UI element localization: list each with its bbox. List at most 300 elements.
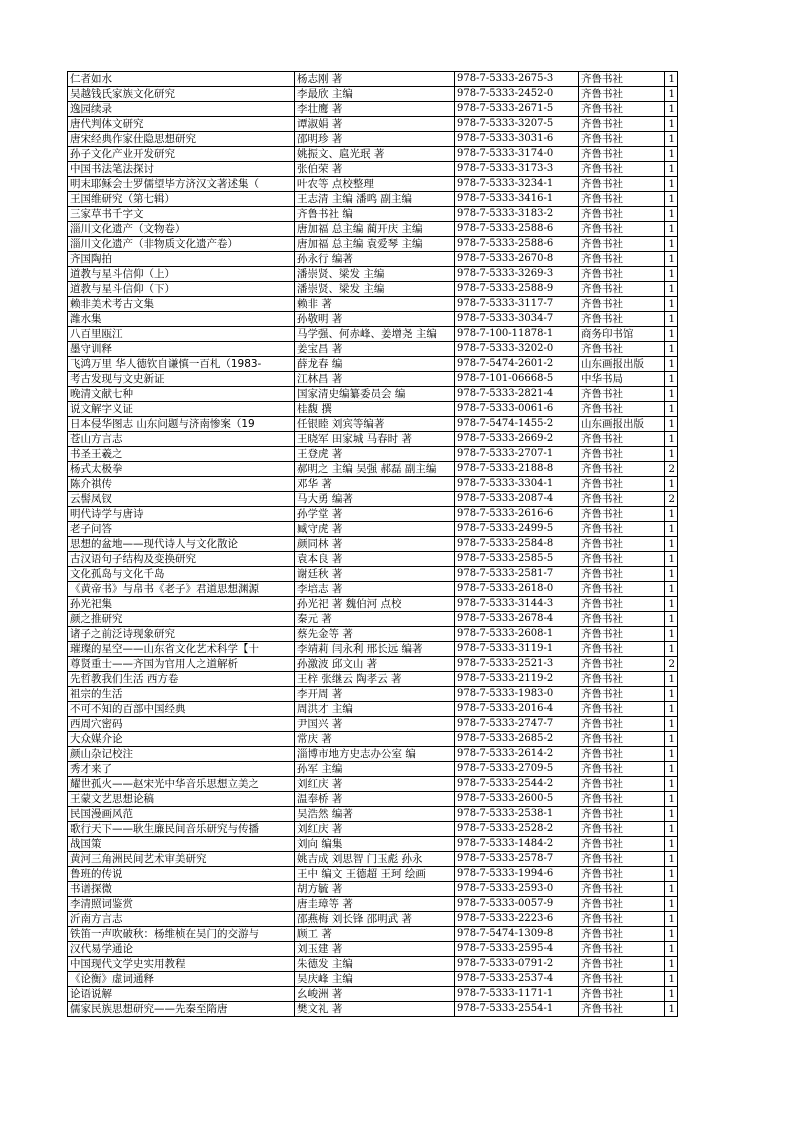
author-cell: 常庆 著 — [295, 732, 455, 747]
publisher-cell: 齐鲁书社 — [579, 192, 665, 207]
quantity-cell: 1 — [665, 792, 678, 807]
author-cell: 谢廷秋 著 — [295, 567, 455, 582]
book-title-cell: 耀世孤火——赵宋光中华音乐思想立美之 — [68, 777, 295, 792]
book-list-body — [68, 72, 678, 1017]
author-cell: 潘崇贤、梁发 主编 — [295, 267, 455, 282]
publisher-cell: 齐鲁书社 — [579, 942, 665, 957]
quantity-cell: 1 — [665, 162, 678, 177]
author-cell: 赖非 著 — [295, 297, 455, 312]
quantity-cell: 1 — [665, 837, 678, 852]
publisher-cell: 齐鲁书社 — [579, 567, 665, 582]
author-cell: 姚吉成 刘思智 门玉彪 孙永 — [295, 852, 455, 867]
quantity-cell: 1 — [665, 87, 678, 102]
table-row — [68, 582, 678, 597]
isbn-cell: 978-7-5333-3207-5 — [455, 117, 579, 132]
author-cell: 刘红庆 著 — [295, 822, 455, 837]
quantity-cell: 1 — [665, 372, 678, 387]
table-row — [68, 102, 678, 117]
table-row — [68, 387, 678, 402]
author-cell: 孙激波 邱文山 著 — [295, 657, 455, 672]
table-row — [68, 402, 678, 417]
quantity-cell: 1 — [665, 147, 678, 162]
quantity-cell: 1 — [665, 852, 678, 867]
isbn-cell: 978-7-5333-2675-3 — [455, 72, 579, 87]
book-title-cell: 文化孤岛与文化千岛 — [68, 567, 295, 582]
quantity-cell: 2 — [665, 657, 678, 672]
publisher-cell: 齐鲁书社 — [579, 222, 665, 237]
publisher-cell: 齐鲁书社 — [579, 297, 665, 312]
table-row — [68, 822, 678, 837]
quantity-cell: 1 — [665, 222, 678, 237]
table-row — [68, 732, 678, 747]
table-row — [68, 957, 678, 972]
table-row — [68, 777, 678, 792]
quantity-cell: 1 — [665, 357, 678, 372]
publisher-cell: 齐鲁书社 — [579, 882, 665, 897]
table-row — [68, 687, 678, 702]
author-cell: 孙敬明 著 — [295, 312, 455, 327]
table-row — [68, 522, 678, 537]
quantity-cell: 1 — [665, 522, 678, 537]
table-row — [68, 462, 678, 477]
table-row — [68, 552, 678, 567]
isbn-cell: 978-7-5333-2537-4 — [455, 972, 579, 987]
book-title-cell: 仁者如水 — [68, 72, 295, 87]
isbn-cell: 978-7-5333-2588-6 — [455, 237, 579, 252]
isbn-cell: 978-7-5333-3183-2 — [455, 207, 579, 222]
table-row — [68, 297, 678, 312]
publisher-cell: 齐鲁书社 — [579, 672, 665, 687]
book-title-cell: 颜山杂记校注 — [68, 747, 295, 762]
isbn-cell: 978-7-5333-2614-2 — [455, 747, 579, 762]
publisher-cell: 齐鲁书社 — [579, 717, 665, 732]
isbn-cell: 978-7-5333-3173-3 — [455, 162, 579, 177]
quantity-cell: 1 — [665, 687, 678, 702]
quantity-cell: 1 — [665, 867, 678, 882]
book-title-cell: 先哲教我们生活 西方卷 — [68, 672, 295, 687]
book-title-cell: 鲁班的传说 — [68, 867, 295, 882]
author-cell: 孙光祀 著 魏伯河 点校 — [295, 597, 455, 612]
book-title-cell: 书圣王羲之 — [68, 447, 295, 462]
publisher-cell: 齐鲁书社 — [579, 987, 665, 1002]
book-title-cell: 铁笛一声吹破秋：杨维桢在吴门的交游与 — [68, 927, 295, 942]
book-title-cell: 日本侵华图志 山东问题与济南惨案（19 — [68, 417, 295, 432]
book-title-cell: 歌行天下——耿生廉民间音乐研究与传播 — [68, 822, 295, 837]
publisher-cell: 齐鲁书社 — [579, 822, 665, 837]
quantity-cell: 1 — [665, 732, 678, 747]
isbn-cell: 978-7-5333-2528-2 — [455, 822, 579, 837]
quantity-cell: 1 — [665, 927, 678, 942]
book-title-cell: 赖非美术考古文集 — [68, 297, 295, 312]
isbn-cell: 978-7-5333-2581-7 — [455, 567, 579, 582]
isbn-cell: 978-7-5333-2584-8 — [455, 537, 579, 552]
book-title-cell: 陈介祺传 — [68, 477, 295, 492]
quantity-cell: 1 — [665, 267, 678, 282]
quantity-cell: 1 — [665, 987, 678, 1002]
book-list-table — [67, 71, 678, 1017]
book-title-cell: 王国维研究（第七辑） — [68, 192, 295, 207]
author-cell: 顾工 著 — [295, 927, 455, 942]
table-row — [68, 267, 678, 282]
publisher-cell: 齐鲁书社 — [579, 507, 665, 522]
isbn-cell: 978-7-5333-3117-7 — [455, 297, 579, 312]
publisher-cell: 齐鲁书社 — [579, 102, 665, 117]
publisher-cell: 齐鲁书社 — [579, 897, 665, 912]
isbn-cell: 978-7-5333-3119-1 — [455, 642, 579, 657]
author-cell: 马学强、何赤峰、姜增尧 主编 — [295, 327, 455, 342]
quantity-cell: 1 — [665, 252, 678, 267]
author-cell: 刘红庆 著 — [295, 777, 455, 792]
table-row — [68, 837, 678, 852]
author-cell: 蔡先金等 著 — [295, 627, 455, 642]
author-cell: 邵燕梅 刘长锋 邵明武 著 — [295, 912, 455, 927]
isbn-cell: 978-7-5333-3144-3 — [455, 597, 579, 612]
author-cell: 吴浩然 编著 — [295, 807, 455, 822]
author-cell: 臧守虎 著 — [295, 522, 455, 537]
table-row — [68, 282, 678, 297]
author-cell: 任银睦 刘宾等编著 — [295, 417, 455, 432]
isbn-cell: 978-7-5333-2087-4 — [455, 492, 579, 507]
author-cell: 李开周 著 — [295, 687, 455, 702]
author-cell: 樊文礼 著 — [295, 1002, 455, 1017]
quantity-cell: 1 — [665, 552, 678, 567]
publisher-cell: 齐鲁书社 — [579, 72, 665, 87]
quantity-cell: 1 — [665, 507, 678, 522]
quantity-cell: 1 — [665, 912, 678, 927]
book-title-cell: 李清照词鉴赏 — [68, 897, 295, 912]
quantity-cell: 2 — [665, 492, 678, 507]
author-cell: 姜宝昌 著 — [295, 342, 455, 357]
book-title-cell: 书谱探微 — [68, 882, 295, 897]
book-title-cell: 淄川文化遗产（文物卷） — [68, 222, 295, 237]
table-row — [68, 897, 678, 912]
isbn-cell: 978-7-5333-2554-1 — [455, 1002, 579, 1017]
author-cell: 王志清 主编 潘鸣 副主编 — [295, 192, 455, 207]
publisher-cell: 齐鲁书社 — [579, 552, 665, 567]
table-row — [68, 882, 678, 897]
quantity-cell: 1 — [665, 237, 678, 252]
book-title-cell: 晚清文献七种 — [68, 387, 295, 402]
isbn-cell: 978-7-5333-2671-5 — [455, 102, 579, 117]
quantity-cell: 1 — [665, 537, 678, 552]
book-title-cell: 唐代判体文研究 — [68, 117, 295, 132]
publisher-cell: 齐鲁书社 — [579, 837, 665, 852]
author-cell: 国家清史编纂委员会 编 — [295, 387, 455, 402]
table-row — [68, 942, 678, 957]
isbn-cell: 978-7-5333-2588-6 — [455, 222, 579, 237]
book-title-cell: 思想的盆地——现代诗人与文化散论 — [68, 537, 295, 552]
table-row — [68, 237, 678, 252]
isbn-cell: 978-7-5333-2223-6 — [455, 912, 579, 927]
quantity-cell: 1 — [665, 102, 678, 117]
isbn-cell: 978-7-5333-3269-3 — [455, 267, 579, 282]
table-row — [68, 747, 678, 762]
author-cell: 薛龙春 编 — [295, 357, 455, 372]
publisher-cell: 齐鲁书社 — [579, 447, 665, 462]
isbn-cell: 978-7-5333-2016-4 — [455, 702, 579, 717]
isbn-cell: 978-7-5333-3304-1 — [455, 477, 579, 492]
quantity-cell: 1 — [665, 297, 678, 312]
author-cell: 邓华 著 — [295, 477, 455, 492]
table-row — [68, 972, 678, 987]
book-title-cell: 明末耶稣会士罗儒望毕方济汉文著述集（ — [68, 177, 295, 192]
publisher-cell: 山东画报出版 — [579, 357, 665, 372]
book-title-cell: 《论衡》虚词通释 — [68, 972, 295, 987]
isbn-cell: 978-7-5333-2588-9 — [455, 282, 579, 297]
publisher-cell: 齐鲁书社 — [579, 237, 665, 252]
publisher-cell: 齐鲁书社 — [579, 747, 665, 762]
author-cell: 幺峻洲 著 — [295, 987, 455, 1002]
publisher-cell: 齐鲁书社 — [579, 762, 665, 777]
book-title-cell: 汉代易学通论 — [68, 942, 295, 957]
quantity-cell: 1 — [665, 342, 678, 357]
table-row — [68, 432, 678, 447]
quantity-cell: 1 — [665, 477, 678, 492]
publisher-cell: 齐鲁书社 — [579, 927, 665, 942]
book-title-cell: 明代诗学与唐诗 — [68, 507, 295, 522]
publisher-cell: 齐鲁书社 — [579, 207, 665, 222]
table-row — [68, 312, 678, 327]
quantity-cell: 1 — [665, 417, 678, 432]
table-row — [68, 207, 678, 222]
isbn-cell: 978-7-5333-2616-6 — [455, 507, 579, 522]
quantity-cell: 1 — [665, 72, 678, 87]
book-title-cell: 中国书法笔法探讨 — [68, 162, 295, 177]
book-title-cell: 吴越钱氏家族文化研究 — [68, 87, 295, 102]
publisher-cell: 齐鲁书社 — [579, 912, 665, 927]
isbn-cell: 978-7-5333-2544-2 — [455, 777, 579, 792]
publisher-cell: 齐鲁书社 — [579, 537, 665, 552]
quantity-cell: 1 — [665, 627, 678, 642]
book-title-cell: 云髻凤钗 — [68, 492, 295, 507]
book-title-cell: 杨式太极拳 — [68, 462, 295, 477]
book-title-cell: 祖宗的生活 — [68, 687, 295, 702]
book-title-cell: 淄川文化遗产（非物质文化遗产卷） — [68, 237, 295, 252]
author-cell: 江林昌 著 — [295, 372, 455, 387]
author-cell: 袁本良 著 — [295, 552, 455, 567]
quantity-cell: 1 — [665, 567, 678, 582]
publisher-cell: 齐鲁书社 — [579, 522, 665, 537]
quantity-cell: 1 — [665, 882, 678, 897]
quantity-cell: 1 — [665, 387, 678, 402]
quantity-cell: 1 — [665, 717, 678, 732]
book-title-cell: 逸园续录 — [68, 102, 295, 117]
book-title-cell: 尊贤重士——齐国为官用人之道解析 — [68, 657, 295, 672]
isbn-cell: 978-7-5333-3234-1 — [455, 177, 579, 192]
publisher-cell: 齐鲁书社 — [579, 177, 665, 192]
publisher-cell: 齐鲁书社 — [579, 402, 665, 417]
table-row — [68, 702, 678, 717]
isbn-cell: 978-7-5333-1983-0 — [455, 687, 579, 702]
isbn-cell: 978-7-5333-2685-2 — [455, 732, 579, 747]
quantity-cell: 1 — [665, 282, 678, 297]
quantity-cell: 1 — [665, 822, 678, 837]
book-title-cell: 墨守训释 — [68, 342, 295, 357]
isbn-cell: 978-7-5333-2709-5 — [455, 762, 579, 777]
author-cell: 刘玉建 著 — [295, 942, 455, 957]
author-cell: 吴庆峰 主编 — [295, 972, 455, 987]
isbn-cell: 978-7-5333-1484-2 — [455, 837, 579, 852]
quantity-cell: 1 — [665, 582, 678, 597]
isbn-cell: 978-7-5333-2600-5 — [455, 792, 579, 807]
isbn-cell: 978-7-100-11878-1 — [455, 327, 579, 342]
isbn-cell: 978-7-5333-0791-2 — [455, 957, 579, 972]
table-row — [68, 627, 678, 642]
isbn-cell: 978-7-5333-0061-6 — [455, 402, 579, 417]
table-row — [68, 177, 678, 192]
publisher-cell: 齐鲁书社 — [579, 252, 665, 267]
table-row — [68, 807, 678, 822]
table-row — [68, 417, 678, 432]
author-cell: 唐圭璋等 著 — [295, 897, 455, 912]
table-row — [68, 672, 678, 687]
author-cell: 唐加福 总主编 袁爱琴 主编 — [295, 237, 455, 252]
publisher-cell: 齐鲁书社 — [579, 462, 665, 477]
author-cell: 齐鲁书社 编 — [295, 207, 455, 222]
publisher-cell: 齐鲁书社 — [579, 87, 665, 102]
quantity-cell: 1 — [665, 612, 678, 627]
isbn-cell: 978-7-5333-2578-7 — [455, 852, 579, 867]
table-row — [68, 222, 678, 237]
table-row — [68, 537, 678, 552]
quantity-cell: 1 — [665, 432, 678, 447]
publisher-cell: 齐鲁书社 — [579, 162, 665, 177]
book-title-cell: 三家草书千字文 — [68, 207, 295, 222]
quantity-cell: 1 — [665, 942, 678, 957]
quantity-cell: 1 — [665, 312, 678, 327]
author-cell: 唐加福 总主编 蔺开庆 主编 — [295, 222, 455, 237]
table-row — [68, 597, 678, 612]
isbn-cell: 978-7-5333-2707-1 — [455, 447, 579, 462]
publisher-cell: 齐鲁书社 — [579, 612, 665, 627]
author-cell: 温奉桥 著 — [295, 792, 455, 807]
table-row — [68, 147, 678, 162]
publisher-cell: 山东画报出版 — [579, 417, 665, 432]
isbn-cell: 978-7-5333-2821-4 — [455, 387, 579, 402]
table-row — [68, 87, 678, 102]
author-cell: 李靖莉 闫永利 邢长远 编著 — [295, 642, 455, 657]
table-row — [68, 327, 678, 342]
book-title-cell: 民国漫画风范 — [68, 807, 295, 822]
table-row — [68, 912, 678, 927]
quantity-cell: 1 — [665, 117, 678, 132]
publisher-cell: 齐鲁书社 — [579, 1002, 665, 1017]
quantity-cell: 1 — [665, 1002, 678, 1017]
publisher-cell: 齐鲁书社 — [579, 807, 665, 822]
author-cell: 李最欣 主编 — [295, 87, 455, 102]
isbn-cell: 978-7-5333-2678-4 — [455, 612, 579, 627]
quantity-cell: 1 — [665, 192, 678, 207]
quantity-cell: 1 — [665, 972, 678, 987]
quantity-cell: 1 — [665, 702, 678, 717]
table-row — [68, 1002, 678, 1017]
author-cell: 潘崇贤、梁发 主编 — [295, 282, 455, 297]
quantity-cell: 1 — [665, 747, 678, 762]
author-cell: 颜同林 著 — [295, 537, 455, 552]
book-title-cell: 秀才来了 — [68, 762, 295, 777]
table-row — [68, 117, 678, 132]
isbn-cell: 978-7-5333-2499-5 — [455, 522, 579, 537]
book-title-cell: 颜之推研究 — [68, 612, 295, 627]
author-cell: 郝明之 主编 吴强 郝磊 副主编 — [295, 462, 455, 477]
publisher-cell: 齐鲁书社 — [579, 492, 665, 507]
author-cell: 王梓 张继云 陶孝云 著 — [295, 672, 455, 687]
table-row — [68, 867, 678, 882]
author-cell: 刘向 编集 — [295, 837, 455, 852]
isbn-cell: 978-7-5333-3031-6 — [455, 132, 579, 147]
author-cell: 王登虎 著 — [295, 447, 455, 462]
quantity-cell: 1 — [665, 447, 678, 462]
publisher-cell: 齐鲁书社 — [579, 477, 665, 492]
publisher-cell: 齐鲁书社 — [579, 387, 665, 402]
author-cell: 张伯荣 著 — [295, 162, 455, 177]
author-cell: 杨志刚 著 — [295, 72, 455, 87]
book-title-cell: 西周穴密码 — [68, 717, 295, 732]
isbn-cell: 978-7-5333-3416-1 — [455, 192, 579, 207]
book-title-cell: 唐宋经典作家仕隐思想研究 — [68, 132, 295, 147]
book-title-cell: 不可不知的百部中国经典 — [68, 702, 295, 717]
publisher-cell: 齐鲁书社 — [579, 657, 665, 672]
publisher-cell: 中华书局 — [579, 372, 665, 387]
isbn-cell: 978-7-5333-2670-8 — [455, 252, 579, 267]
quantity-cell: 1 — [665, 402, 678, 417]
book-title-cell: 诸子之前泛诗现象研究 — [68, 627, 295, 642]
quantity-cell: 1 — [665, 777, 678, 792]
book-title-cell: 飞鸿万里 华人德钦自谦慎一百札（1983- — [68, 357, 295, 372]
quantity-cell: 1 — [665, 327, 678, 342]
quantity-cell: 1 — [665, 207, 678, 222]
author-cell: 胡方毓 著 — [295, 882, 455, 897]
quantity-cell: 1 — [665, 957, 678, 972]
quantity-cell: 1 — [665, 897, 678, 912]
isbn-cell: 978-7-5333-2521-3 — [455, 657, 579, 672]
publisher-cell: 齐鲁书社 — [579, 117, 665, 132]
publisher-cell: 齐鲁书社 — [579, 627, 665, 642]
table-row — [68, 987, 678, 1002]
quantity-cell: 1 — [665, 132, 678, 147]
publisher-cell: 齐鲁书社 — [579, 432, 665, 447]
publisher-cell: 齐鲁书社 — [579, 582, 665, 597]
book-title-cell: 孙光祀集 — [68, 597, 295, 612]
table-row — [68, 507, 678, 522]
author-cell: 孙永行 编著 — [295, 252, 455, 267]
table-row — [68, 372, 678, 387]
isbn-cell: 978-7-5333-2618-0 — [455, 582, 579, 597]
book-title-cell: 儒家民族思想研究——先秦至隋唐 — [68, 1002, 295, 1017]
isbn-cell: 978-7-5333-2593-0 — [455, 882, 579, 897]
book-title-cell: 黄河三角洲民间艺术审美研究 — [68, 852, 295, 867]
isbn-cell: 978-7-5333-2538-1 — [455, 807, 579, 822]
publisher-cell: 齐鲁书社 — [579, 642, 665, 657]
isbn-cell: 978-7-5333-1994-6 — [455, 867, 579, 882]
book-title-cell: 考古发现与文史新证 — [68, 372, 295, 387]
quantity-cell: 1 — [665, 672, 678, 687]
table-row — [68, 657, 678, 672]
isbn-cell: 978-7-5333-2608-1 — [455, 627, 579, 642]
book-title-cell: 大众媒介论 — [68, 732, 295, 747]
table-row — [68, 642, 678, 657]
book-title-cell: 古汉语句子结构及变换研究 — [68, 552, 295, 567]
author-cell: 姚振文、扈光珉 著 — [295, 147, 455, 162]
table-row — [68, 192, 678, 207]
book-title-cell: 苍山方言志 — [68, 432, 295, 447]
isbn-cell: 978-7-5333-2747-7 — [455, 717, 579, 732]
author-cell: 叶农等 点校整理 — [295, 177, 455, 192]
publisher-cell: 齐鲁书社 — [579, 972, 665, 987]
table-row — [68, 357, 678, 372]
quantity-cell: 2 — [665, 462, 678, 477]
author-cell: 李壮鹰 著 — [295, 102, 455, 117]
